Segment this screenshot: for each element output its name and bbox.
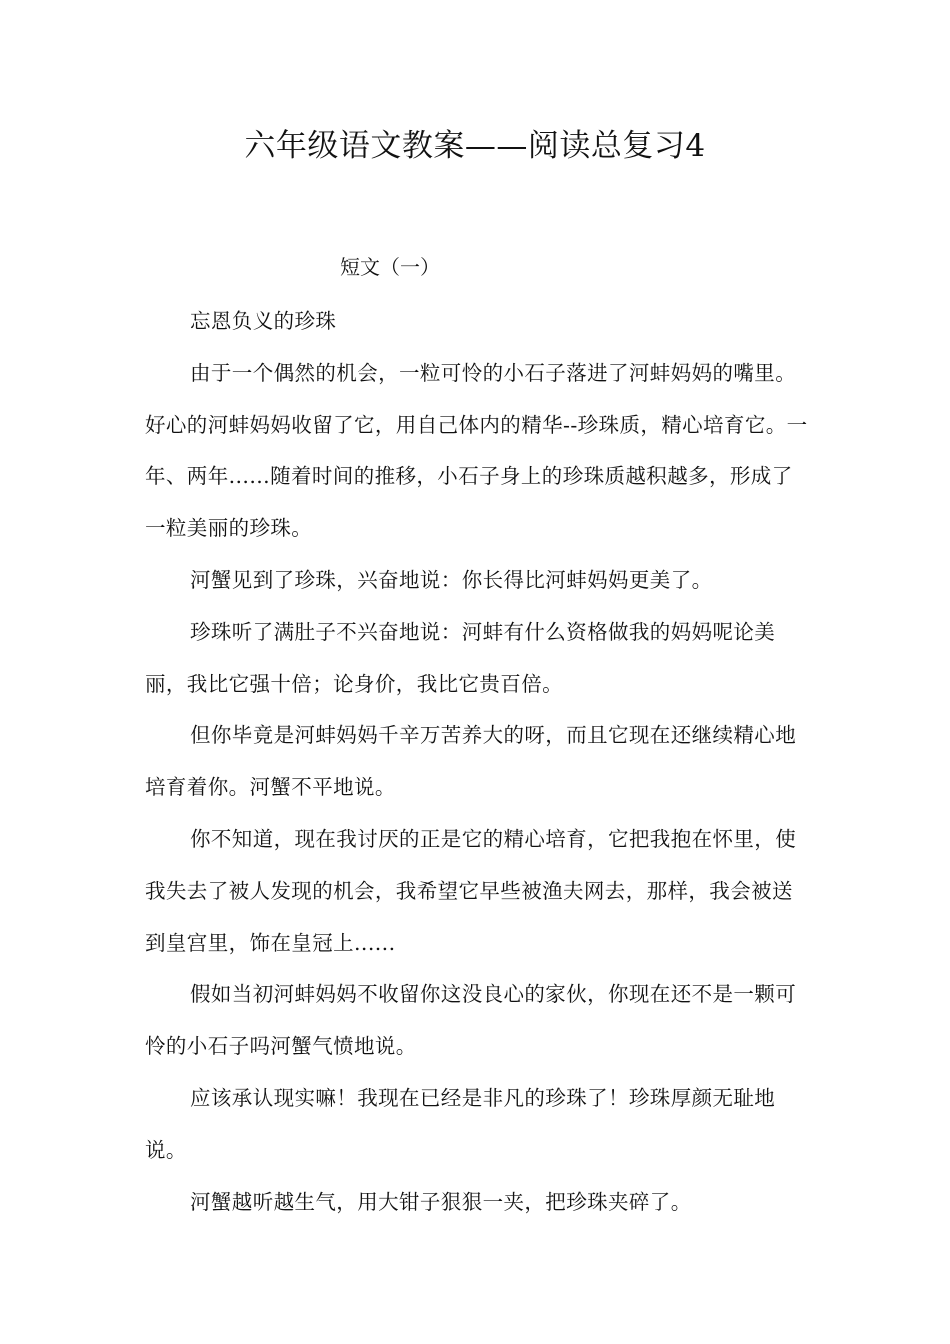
section-heading: 短文（一） [340,255,440,279]
paragraph: 由于一个偶然的机会，一粒可怜的小石子落进了河蚌妈妈的嘴里。好心的河蚌妈妈收留了它，用自己体内的精华--珍珠质，精心培育它。一年、两年......随着时间的推移，小石子身上的珍珠质越积越多，形成了一粒美丽的珍珠。 [145,360,808,541]
paragraph: 珍珠听了满肚子不兴奋地说：河蚌有什么资格做我的妈妈呢论美丽，我比它强十倍；论身价，我比它贵百倍。 [145,619,776,696]
document-body [145,296,810,1228]
paragraph: 河蟹越听越生气，用大钳子狠狠一夹，把珍珠夹碎了。 [190,1189,692,1214]
document-title: 六年级语文教案——阅读总复习4 [244,128,706,164]
story-title: 忘恩负义的珍珠 [190,309,337,333]
paragraph: 应该承认现实嘛！我现在已经是非凡的珍珠了！珍珠厚颜无耻地说。 [145,1085,776,1162]
paragraph: 假如当初河蚌妈妈不收留你这没良心的家伙，你现在还不是一颗可怜的小石子吗河蟹气愤地说。 [145,982,797,1059]
paragraph: 但你毕竟是河蚌妈妈千辛万苦养大的呀，而且它现在还继续精心地培育着你。河蟹不平地说。 [145,723,797,800]
paragraph: 河蟹见到了珍珠，兴奋地说：你长得比河蚌妈妈更美了。 [190,567,713,592]
paragraph: 你不知道，现在我讨厌的正是它的精心培育，它把我抱在怀里，使我失去了被人发现的机会，我希望它早些被渔夫网去，那样，我会被送到皇宫里，饰在皇冠上...... [145,826,797,955]
